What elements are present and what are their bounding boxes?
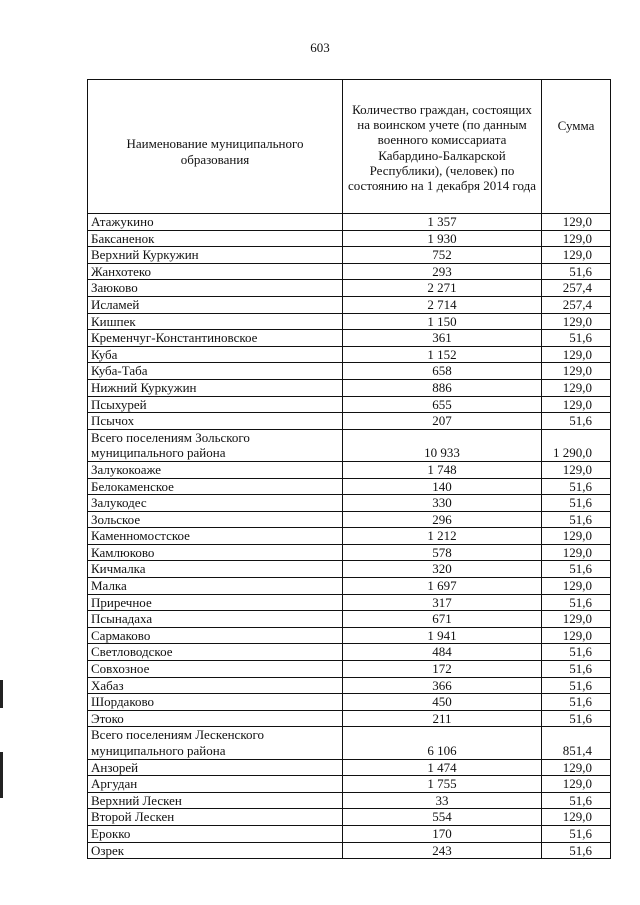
cell-count: 320 xyxy=(343,561,542,578)
cell-name: Этоко xyxy=(88,710,343,727)
cell-name: Приречное xyxy=(88,594,343,611)
cell-name: Исламей xyxy=(88,296,343,313)
cell-name: Кременчуг-Константиновское xyxy=(88,330,343,347)
cell-name: Залукокоаже xyxy=(88,461,343,478)
table-row xyxy=(88,346,611,363)
cell-count: 484 xyxy=(343,644,542,661)
cell-count: 655 xyxy=(343,396,542,413)
cell-count: 361 xyxy=(343,330,542,347)
table-total-row xyxy=(88,727,611,759)
cell-sum: 1 290,0 xyxy=(542,429,611,461)
cell-count: 330 xyxy=(343,495,542,512)
cell-sum: 51,6 xyxy=(542,413,611,430)
cell-sum: 51,6 xyxy=(542,561,611,578)
table-row xyxy=(88,379,611,396)
cell-count: 366 xyxy=(343,677,542,694)
cell-name: Малка xyxy=(88,578,343,595)
table-row xyxy=(88,561,611,578)
table-row xyxy=(88,661,611,678)
cell-count: 2 714 xyxy=(343,296,542,313)
cell-name: Нижний Куркужин xyxy=(88,379,343,396)
cell-sum: 129,0 xyxy=(542,313,611,330)
cell-sum: 51,6 xyxy=(542,263,611,280)
cell-name: Псынадаха xyxy=(88,611,343,628)
cell-sum: 129,0 xyxy=(542,544,611,561)
cell-count: 10 933 xyxy=(343,429,542,461)
cell-sum: 51,6 xyxy=(542,677,611,694)
allocation-table xyxy=(87,79,611,859)
cell-name: Анзорей xyxy=(88,759,343,776)
table-row xyxy=(88,247,611,264)
cell-count: 33 xyxy=(343,792,542,809)
cell-sum: 51,6 xyxy=(542,495,611,512)
header-sum: Сумма xyxy=(542,80,611,214)
cell-name: Куба xyxy=(88,346,343,363)
cell-sum: 129,0 xyxy=(542,776,611,793)
table-row xyxy=(88,677,611,694)
cell-sum: 129,0 xyxy=(542,363,611,380)
cell-name: Кишпек xyxy=(88,313,343,330)
cell-name: Жанхотеко xyxy=(88,263,343,280)
table-row xyxy=(88,478,611,495)
table-row xyxy=(88,578,611,595)
cell-count: 671 xyxy=(343,611,542,628)
table-row xyxy=(88,644,611,661)
cell-name: Баксаненок xyxy=(88,230,343,247)
cell-sum: 257,4 xyxy=(542,280,611,297)
cell-count: 317 xyxy=(343,594,542,611)
cell-sum: 51,6 xyxy=(542,330,611,347)
table-row xyxy=(88,396,611,413)
cell-sum: 51,6 xyxy=(542,478,611,495)
cell-sum: 129,0 xyxy=(542,379,611,396)
cell-count: 1 930 xyxy=(343,230,542,247)
table-row xyxy=(88,296,611,313)
table-row xyxy=(88,842,611,859)
cell-sum: 51,6 xyxy=(542,661,611,678)
cell-sum: 51,6 xyxy=(542,792,611,809)
cell-sum: 51,6 xyxy=(542,825,611,842)
table-row xyxy=(88,214,611,231)
table-row xyxy=(88,330,611,347)
cell-name: Ерокко xyxy=(88,825,343,842)
cell-name: Псыхурей xyxy=(88,396,343,413)
table-row xyxy=(88,825,611,842)
cell-name: Зольское xyxy=(88,511,343,528)
cell-sum: 51,6 xyxy=(542,511,611,528)
cell-count: 296 xyxy=(343,511,542,528)
cell-sum: 129,0 xyxy=(542,809,611,826)
cell-name: Всего поселениям Зольского муниципального района xyxy=(88,429,343,461)
cell-name: Верхний Лескен xyxy=(88,792,343,809)
cell-sum: 51,6 xyxy=(542,694,611,711)
table-row xyxy=(88,627,611,644)
scan-edge-mark xyxy=(0,752,3,798)
cell-sum: 51,6 xyxy=(542,644,611,661)
table-row xyxy=(88,413,611,430)
cell-count: 752 xyxy=(343,247,542,264)
cell-sum: 129,0 xyxy=(542,247,611,264)
cell-name: Атажукино xyxy=(88,214,343,231)
cell-name: Заюково xyxy=(88,280,343,297)
table-row xyxy=(88,313,611,330)
cell-count: 1 755 xyxy=(343,776,542,793)
table-row xyxy=(88,495,611,512)
cell-sum: 129,0 xyxy=(542,759,611,776)
cell-count: 293 xyxy=(343,263,542,280)
cell-sum: 851,4 xyxy=(542,727,611,759)
cell-sum: 129,0 xyxy=(542,230,611,247)
cell-name: Светловодское xyxy=(88,644,343,661)
cell-sum: 129,0 xyxy=(542,214,611,231)
cell-name: Куба-Таба xyxy=(88,363,343,380)
table-row xyxy=(88,776,611,793)
table-header-row xyxy=(88,80,611,214)
cell-sum: 51,6 xyxy=(542,710,611,727)
cell-count: 886 xyxy=(343,379,542,396)
table-row xyxy=(88,544,611,561)
table-row xyxy=(88,280,611,297)
table-row xyxy=(88,792,611,809)
cell-name: Второй Лескен xyxy=(88,809,343,826)
cell-name: Совхозное xyxy=(88,661,343,678)
cell-sum: 129,0 xyxy=(542,611,611,628)
cell-name: Камлюково xyxy=(88,544,343,561)
table-row xyxy=(88,230,611,247)
cell-name: Сармаково xyxy=(88,627,343,644)
cell-name: Белокаменское xyxy=(88,478,343,495)
table-row xyxy=(88,594,611,611)
table-row xyxy=(88,461,611,478)
cell-count: 578 xyxy=(343,544,542,561)
table-row xyxy=(88,363,611,380)
cell-name: Залукодес xyxy=(88,495,343,512)
cell-sum: 129,0 xyxy=(542,627,611,644)
cell-sum: 129,0 xyxy=(542,396,611,413)
cell-name: Псычох xyxy=(88,413,343,430)
table-row xyxy=(88,528,611,545)
cell-name: Хабаз xyxy=(88,677,343,694)
cell-sum: 129,0 xyxy=(542,578,611,595)
table-row xyxy=(88,759,611,776)
cell-count: 1 212 xyxy=(343,528,542,545)
cell-count: 1 697 xyxy=(343,578,542,595)
table-row xyxy=(88,710,611,727)
cell-count: 1 474 xyxy=(343,759,542,776)
cell-sum: 257,4 xyxy=(542,296,611,313)
cell-count: 2 271 xyxy=(343,280,542,297)
cell-name: Шордаково xyxy=(88,694,343,711)
cell-name: Всего поселениям Лескенского муниципального района xyxy=(88,727,343,759)
table-row xyxy=(88,263,611,280)
table-row xyxy=(88,611,611,628)
cell-count: 1 150 xyxy=(343,313,542,330)
cell-count: 1 357 xyxy=(343,214,542,231)
table-row xyxy=(88,809,611,826)
cell-name: Верхний Куркужин xyxy=(88,247,343,264)
table-body xyxy=(88,214,611,859)
cell-count: 211 xyxy=(343,710,542,727)
cell-count: 207 xyxy=(343,413,542,430)
cell-sum: 129,0 xyxy=(542,528,611,545)
table-total-row xyxy=(88,429,611,461)
cell-sum: 51,6 xyxy=(542,594,611,611)
cell-count: 1 748 xyxy=(343,461,542,478)
cell-name: Каменномостское xyxy=(88,528,343,545)
cell-count: 554 xyxy=(343,809,542,826)
cell-count: 140 xyxy=(343,478,542,495)
cell-sum: 129,0 xyxy=(542,346,611,363)
scan-edge-mark xyxy=(0,680,3,708)
cell-count: 658 xyxy=(343,363,542,380)
cell-count: 450 xyxy=(343,694,542,711)
cell-count: 243 xyxy=(343,842,542,859)
table-row xyxy=(88,511,611,528)
cell-sum: 129,0 xyxy=(542,461,611,478)
cell-name: Озрек xyxy=(88,842,343,859)
cell-name: Аргудан xyxy=(88,776,343,793)
page-number: 603 xyxy=(310,40,330,55)
cell-sum: 51,6 xyxy=(542,842,611,859)
cell-name: Кичмалка xyxy=(88,561,343,578)
cell-count: 172 xyxy=(343,661,542,678)
cell-count: 170 xyxy=(343,825,542,842)
header-citizen-count: Количество граждан, состоящих на воинском учете (по данным военного комиссариата Кабардино-Балкарской Республики), (человек) по состоянию на 1 декабря 2014 года xyxy=(343,80,542,214)
cell-count: 1 152 xyxy=(343,346,542,363)
header-municipality-name: Наименование муниципального образования xyxy=(88,80,343,214)
cell-count: 6 106 xyxy=(343,727,542,759)
table-row xyxy=(88,694,611,711)
cell-count: 1 941 xyxy=(343,627,542,644)
